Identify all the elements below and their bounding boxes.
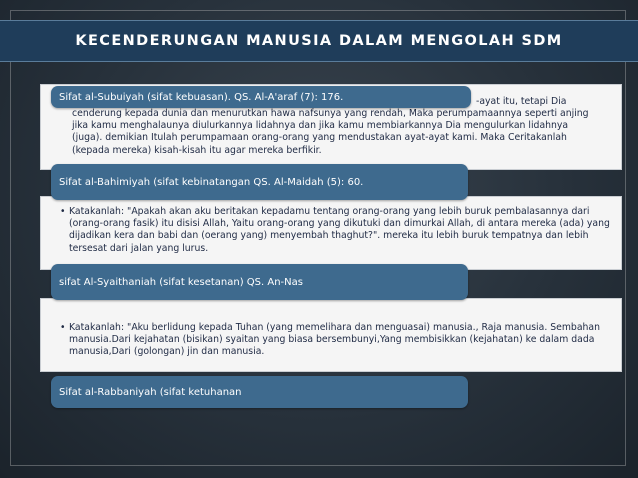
section-2-bullet: • <box>60 206 66 217</box>
section-2-body: Katakanlah: "Apakah akan aku beritakan kepadamu tentang orang-orang yang lebih buruk pembalasannya dari (orang-orang fasik) itu disisi Allah, Yaitu orang-orang yang dikutuki dan dimurkai Allah, di antara mereka (ada) yang dijadikan kera dan babi dan (oerang yang) menyembah thaghut?". mereka itu lebih buruk tempatnya dan lebih tersesat dari jalan yang lurus. <box>69 206 610 254</box>
slide-title: KECENDERUNGAN MANUSIA DALAM MENGOLAH SDM <box>75 33 563 49</box>
section-3-label: sifat Al-Syaithaniah (sifat kesetanan) QS. An-Nas <box>51 264 468 300</box>
section-2-label: Sifat al-Bahimiyah (sifat kebinatangan QS. Al-Maidah (5): 60. <box>51 164 468 200</box>
section-3-bullet: • <box>60 322 66 333</box>
section-1-label: Sifat al-Subuiyah (sifat kebuasan). QS. Al-A'araf (7): 176. <box>51 86 471 108</box>
section-1-text-tail: -ayat itu, tetapi Dia <box>476 96 567 107</box>
section-3-body: Katakanlah: "Aku berlidung kepada Tuhan (yang memelihara dan menguasai) manusia., Raja manusia. Sembahan manusia.Dari kejahatan (bisikan) syaitan yang biasa bersembunyi,Yang membisikkan (kejahatan) ke dalam dada manusia,Dari (golongan) jin dan manusia. <box>69 322 601 358</box>
section-1-text: cenderung kepada dunia dan menurutkan hawa nafsunya yang rendah, Maka perumpamaannya seperti anjing jika kamu menghalaunya diulurkannya lidahnya dan jika kamu membiarkannya Dia mengulurkan lidahnya (juga). demikian Itulah perumpamaan orang-orang yang mendustakan ayat-ayat kami. Maka Ceritakanlah (kepada mereka) kisah-kisah itu agar mereka berfikir. <box>72 108 589 156</box>
title-bar <box>0 20 638 62</box>
section-4-label: Sifat al-Rabbaniyah (sifat ketuhanan <box>51 376 468 408</box>
section-2-text <box>60 206 612 255</box>
section-3-text <box>60 322 612 359</box>
